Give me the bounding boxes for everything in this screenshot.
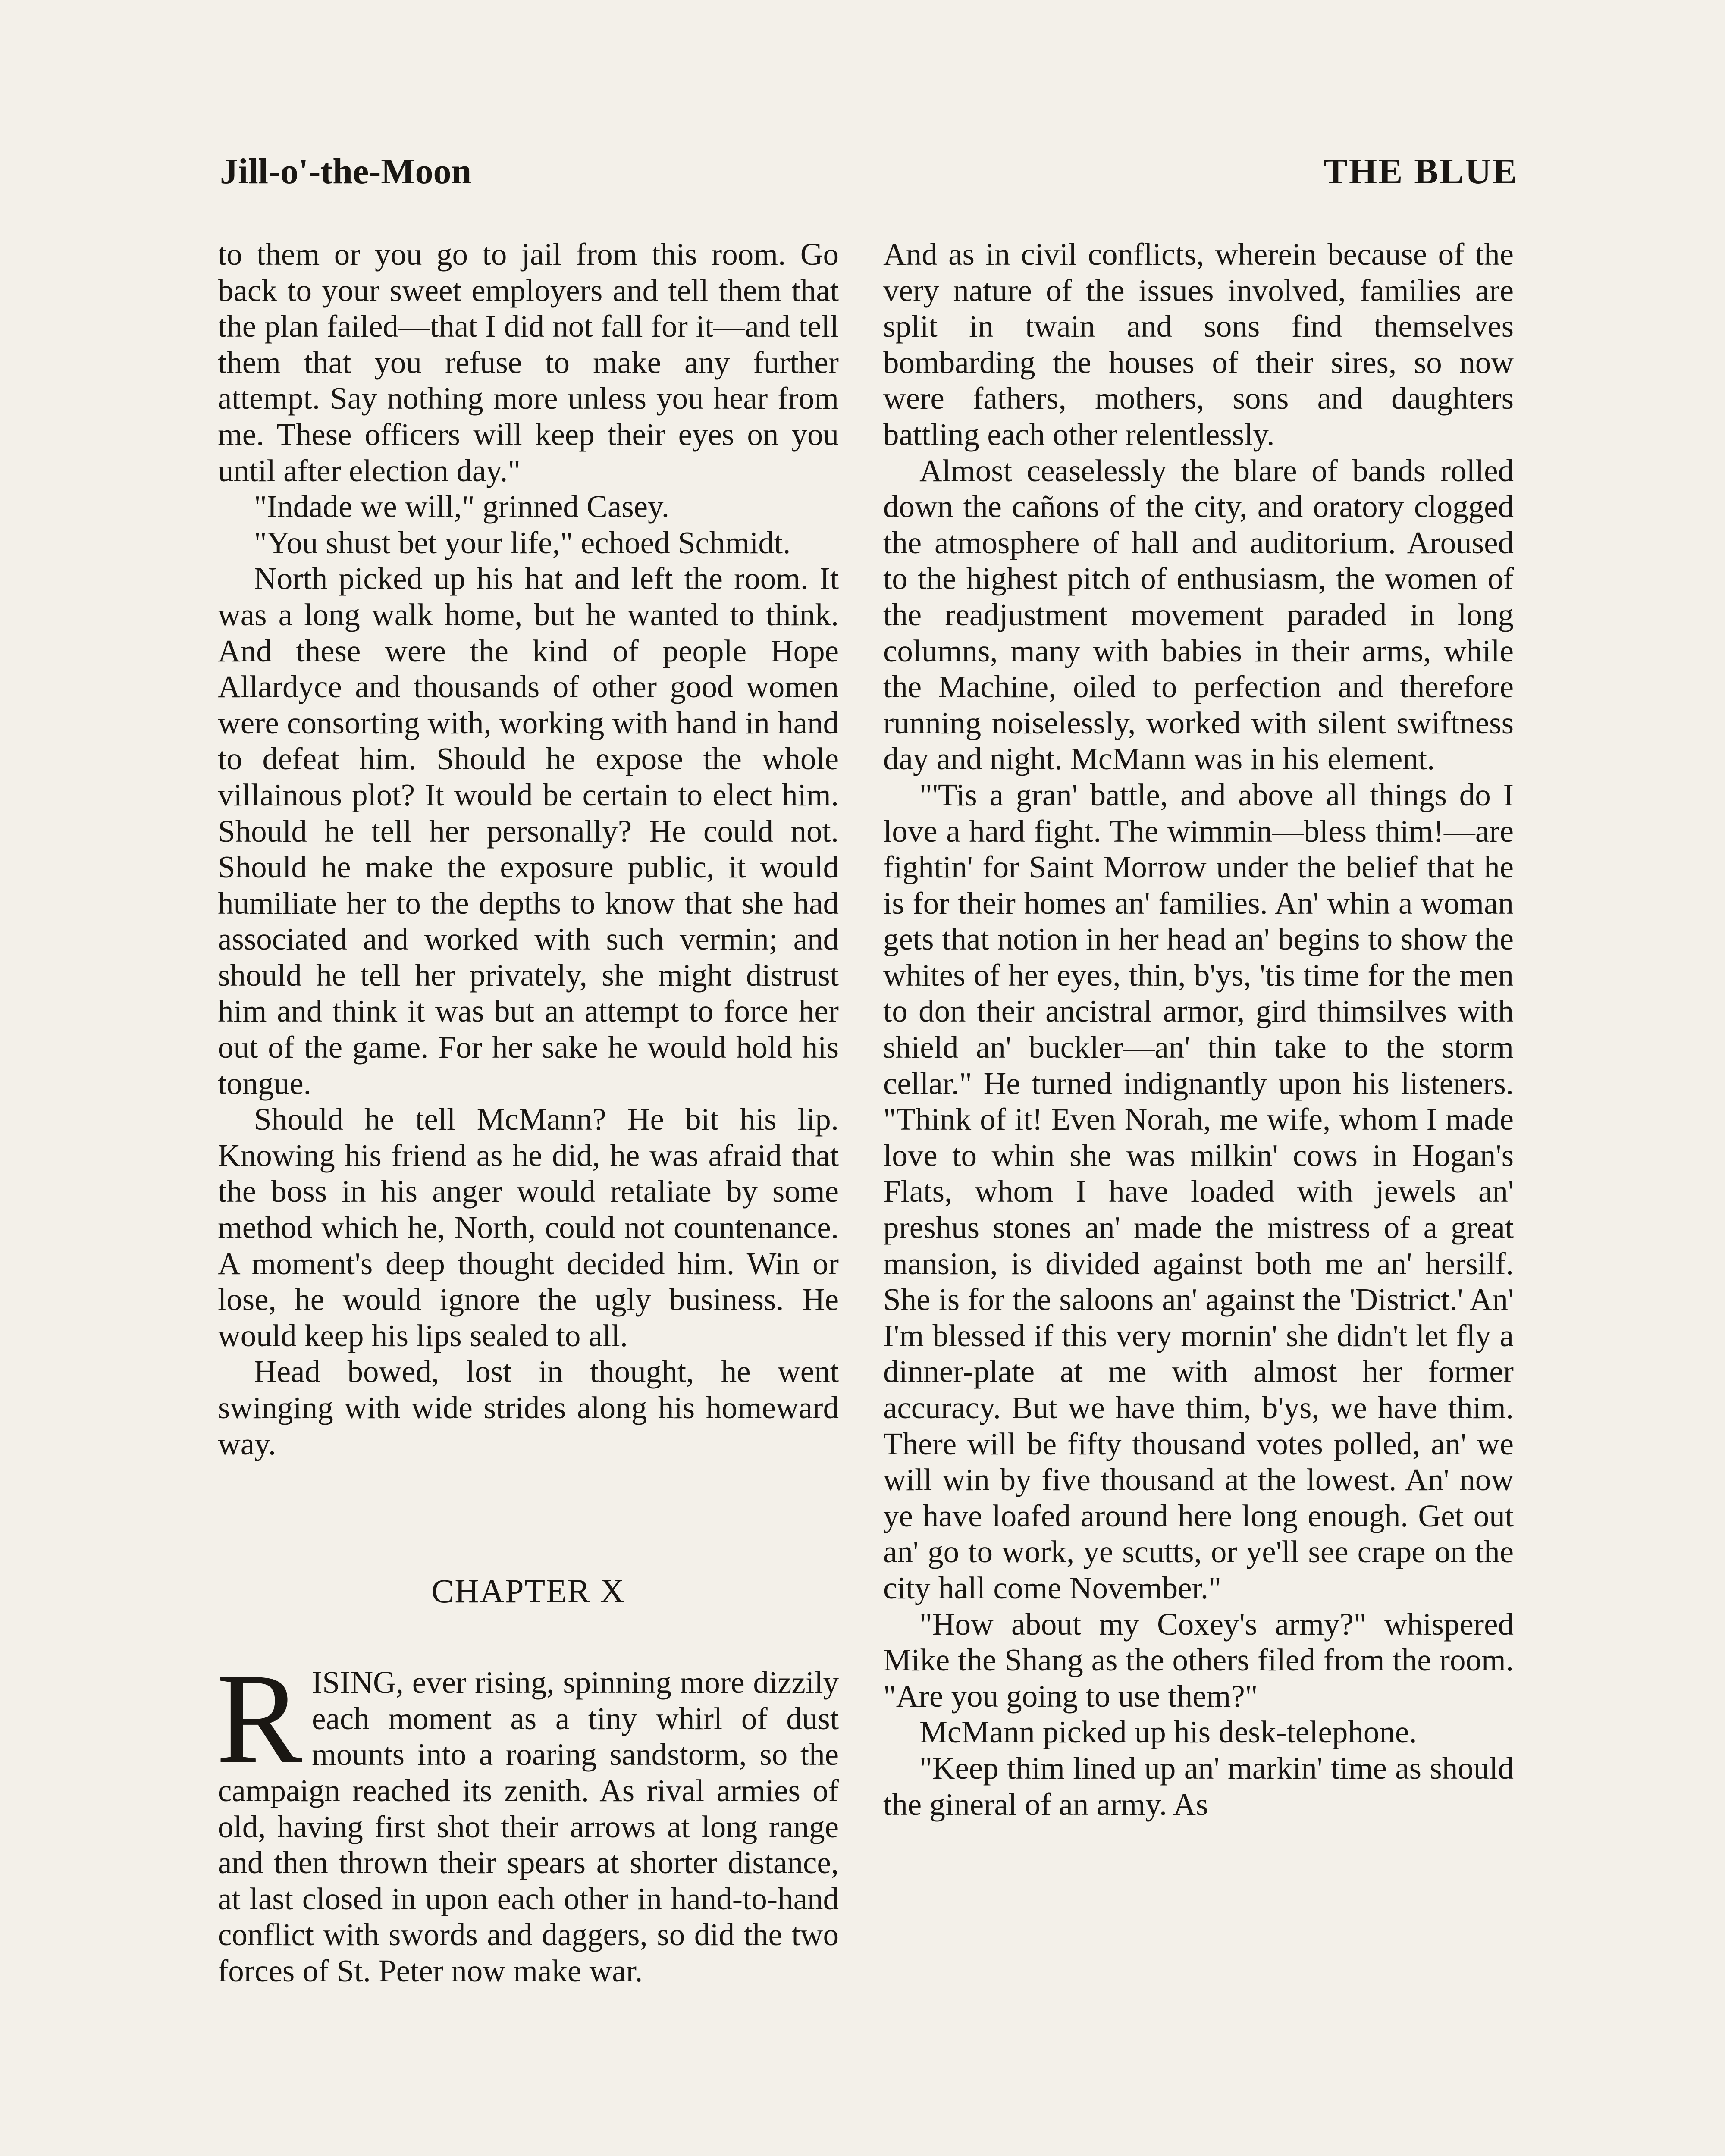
running-head-magazine: THE BLUE (1323, 151, 1518, 191)
paragraph: McMann picked up his desk-telephone. (919, 1714, 1417, 1750)
paragraph: "Indade we will," grinned Casey. (254, 489, 670, 524)
right-column (883, 236, 1514, 1822)
paragraph: to them or you go to jail from this room. Go back to your sweet employers and tell them that the plan failed—that I did not fall for it—and tell them that you refuse to make any further attempt. Say nothing more unless you hear from me. These officers will keep their eyes on you until after election day." (218, 237, 839, 488)
chapter-opening-paragraph: ISING, ever rising, spinning more dizzily each moment as a tiny whirl of dust mounts into a roaring sandstorm, so the campaign reached its zenith. As rival armies of old, having first shot their arrows at long range and then thrown their spears at shorter distance, at last closed in upon each other in hand-to-hand conflict with swords and daggers, so did the two forces of St. Peter now make war. (218, 1665, 839, 1988)
chapter-heading: CHAPTER X (431, 1572, 625, 1610)
drop-cap: R (216, 1647, 303, 1790)
paragraph: And as in civil conflicts, wherein because of the very nature of the issues involved, families are split in twain and sons find themselves bombarding the houses of their sires, so now were fathers, mothers, sons and daughters battling each other relentlessly. (883, 237, 1514, 452)
paragraph: "'Tis a gran' battle, and above all things do I love a hard fight. The wimmin—bless thim!—are fightin' for Saint Morrow under the belief that he is for their homes an' families. An' whin a woman gets that notion in her head an' begins to show the whites of her eyes, thin, b'ys, 'tis time for the men to don their ancistral armor, gird thimsilves with shield an' buckler—an' thin take to the storm cellar." He turned indignantly upon his listeners. "Think of it! Even Norah, me wife, whom I made love to whin she was milkin' cows in Hogan's Flats, whom I have loaded with jewels an' preshus stones an' made the mistress of a great mansion, is divided against both me an' hersilf. She is for the saloons an' against the 'District.' An' I'm blessed if this very mornin' she didn't let fly a dinner-plate at me with almost her former accuracy. But we have thim, b'ys, we have thim. There will be fifty thousand votes polled, an' we will win by five thousand at the lowest. An' now ye have loafed around here long enough. Get out an' go to work, ye scutts, or ye'll see crape on the city hall come November." (883, 777, 1514, 1605)
paragraph: "How about my Coxey's army?" whispered Mike the Shang as the others filed from the room. "Are you going to use them?" (883, 1606, 1514, 1714)
paragraph: Should he tell McMann? He bit his lip. Knowing his friend as he did, he was afraid that the boss in his anger would retaliate by some method which he, North, could not countenance. A moment's deep thought decided him. Win or lose, he would ignore the ugly business. He would keep his lips sealed to all. (218, 1102, 839, 1353)
chapter-opening (216, 1647, 839, 1989)
paragraph: Almost ceaselessly the blare of bands rolled down the cañons of the city, and oratory clogged the atmosphere of hall and auditorium. Aroused to the highest pitch of enthusiasm, the women of the readjustment movement paraded in long columns, many with babies in their arms, while the Machine, oiled to perfection and therefore running noiselessly, worked with silent swiftness day and night. McMann was in his element. (883, 453, 1514, 777)
left-column (218, 236, 839, 1989)
paragraph: "Keep thim lined up an' markin' time as should the gineral of an army. As (883, 1750, 1514, 1822)
paragraph: "You shust bet your life," echoed Schmidt. (254, 525, 791, 560)
running-head-title: Jill-o'-the-Moon (220, 151, 472, 191)
paragraph: North picked up his hat and left the room. It was a long walk home, but he wanted to think. And these were the kind of people Hope Allardyce and thousands of other good women were consorting with, working with hand in hand to defeat him. Should he expose the whole villainous plot? It would be certain to elect him. Should he tell her personally? He could not. Should he make the exposure public, it would humiliate her to the depths to know that she had associated and worked with such vermin; and should he tell her privately, she might distrust him and think it was but an attempt to force her out of the game. For her sake he would hold his tongue. (218, 561, 839, 1101)
paragraph: Head bowed, lost in thought, he went swinging with wide strides along his homeward way. (218, 1354, 839, 1461)
